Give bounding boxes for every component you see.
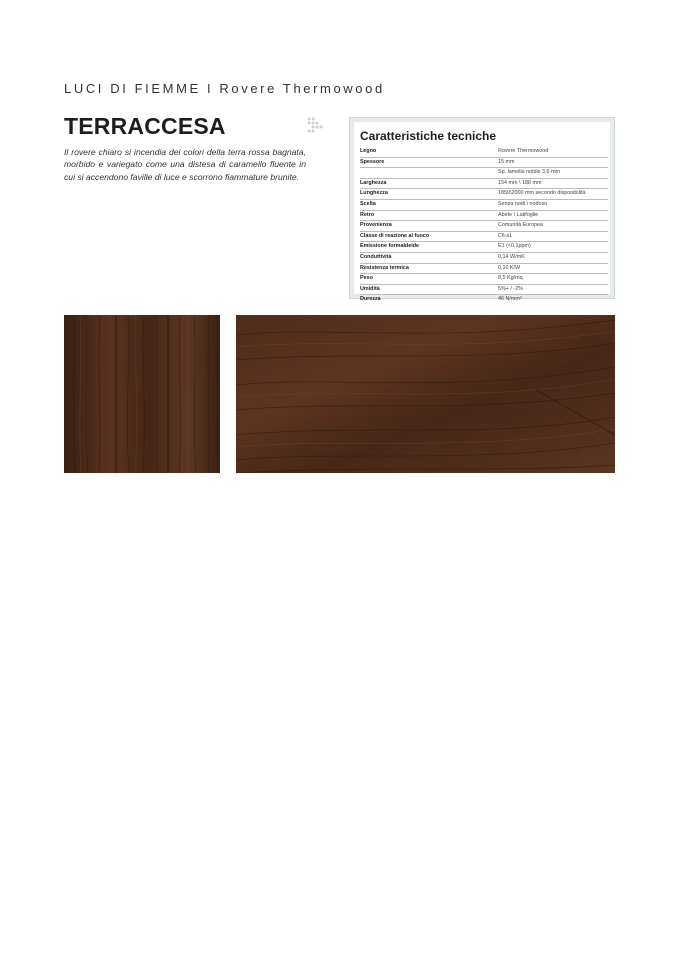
spec-label: Peso: [360, 275, 373, 282]
spec-row: [360, 211, 608, 222]
spec-label: Conduttività: [360, 253, 392, 260]
spec-row: [360, 168, 608, 179]
spec-value: Rovere Thermowood: [498, 148, 549, 154]
spec-value: Sp. lamella nobile 3,6 mm: [498, 169, 561, 176]
spec-row: [360, 295, 608, 305]
spec-label: Resistenza termica: [360, 264, 409, 271]
spec-label: Classe di reazione al fuoco: [360, 232, 430, 239]
spec-row: [360, 221, 608, 232]
spec-value: Comunità Europea: [498, 222, 543, 229]
spec-row: [360, 179, 608, 190]
spec-value: Senza nodi \ nodoso: [498, 200, 548, 207]
spec-value: E1 (<0,1ppm): [498, 243, 531, 250]
wood-floor-image: [236, 315, 615, 473]
spec-label: Provenienza: [360, 222, 392, 229]
spec-value: 46 N/mm²: [498, 296, 522, 303]
technical-specs-box: [349, 117, 615, 303]
spec-row: [360, 158, 608, 169]
spec-value: Abete \ Latifoglie: [498, 211, 539, 218]
spec-value: 15 mm: [498, 158, 515, 165]
product-description: Il rovere chiaro si incendia dei colori della terra rossa bagnata, morbido e variegato come una distesa di caramello fluente in cui si accendono faville di luce e scorrono fiammature brunite.: [64, 147, 306, 182]
spec-row: [360, 189, 608, 200]
spec-label: Scelta: [360, 200, 376, 207]
spec-value: 1850\2000 mm secondo disponibilità: [498, 190, 586, 197]
spec-value: 154 mm \ 188 mm: [498, 179, 542, 186]
product-title: TERRACCESA: [64, 113, 226, 139]
spec-row: [360, 274, 608, 285]
spec-label: Durezza: [360, 296, 381, 303]
spec-label: Larghezza: [360, 179, 387, 186]
dots-decoration-icon: [307, 117, 325, 133]
spec-row: [360, 253, 608, 264]
spec-label: Emissione formaldeide: [360, 243, 420, 250]
spec-value: 8,5 Kg/mq: [498, 275, 523, 282]
spec-value: 5%+ / -2%: [498, 285, 524, 292]
wood-plank-image: [64, 315, 220, 473]
specs-table: [360, 147, 608, 305]
spec-value: 0,14 W/mK: [498, 253, 525, 260]
spec-label: Spessore: [360, 158, 385, 165]
spec-label: Retro: [360, 211, 375, 218]
spec-row: [360, 232, 608, 243]
spec-row: [360, 200, 608, 211]
spec-row: [360, 242, 608, 253]
spec-row: [360, 147, 608, 158]
spec-value: 0,10 K/W: [498, 264, 521, 271]
collection-subtitle: LUCI DI FIEMME I Rovere Thermowood: [64, 81, 385, 96]
specs-title: Caratteristiche tecniche: [360, 129, 497, 143]
spec-label: Legno: [360, 148, 377, 154]
spec-row: [360, 285, 608, 296]
spec-label: Lunghezza: [360, 190, 388, 197]
spec-value: Cfl-s1: [498, 232, 513, 239]
spec-label: [360, 168, 498, 178]
spec-label: Umidità: [360, 285, 380, 292]
spec-row: [360, 264, 608, 275]
